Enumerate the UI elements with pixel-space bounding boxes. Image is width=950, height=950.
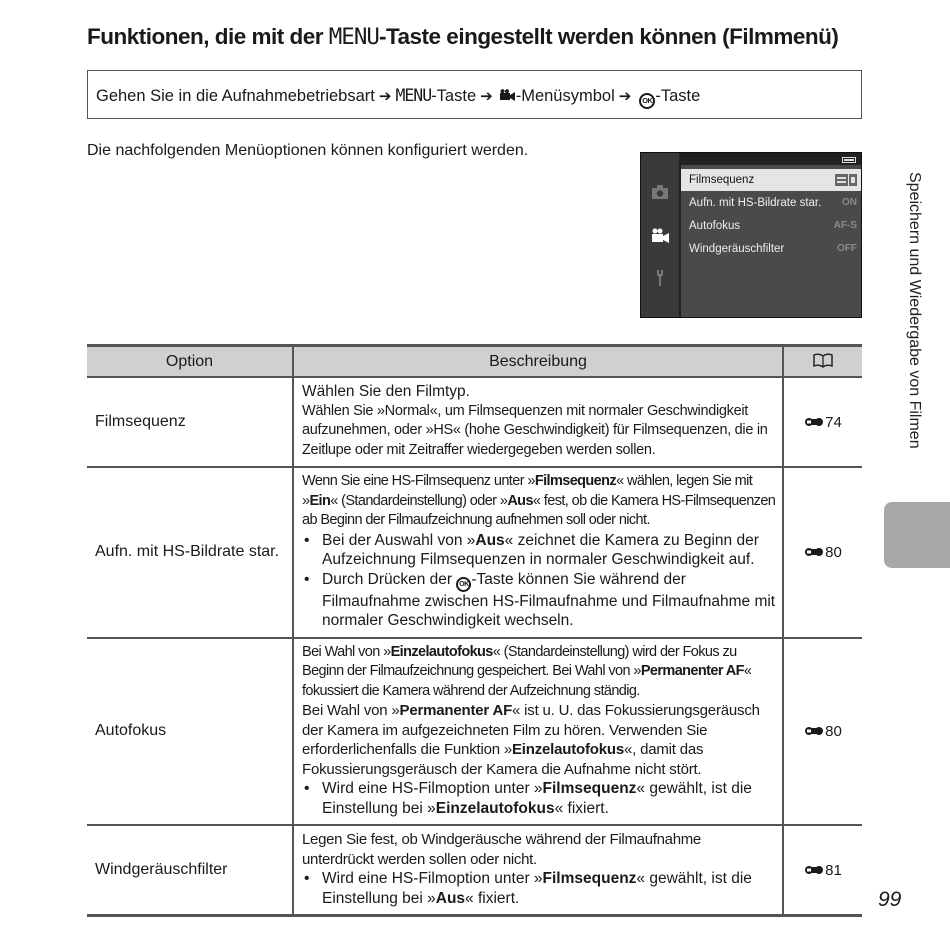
- column-header-reference: [783, 346, 862, 378]
- column-header-option: Option: [87, 346, 293, 378]
- movie-icon: [499, 89, 516, 102]
- battery-icon: [842, 157, 856, 163]
- camera-menu-item-hs: Aufn. mit HS-Bildrate star. ON: [689, 197, 857, 209]
- movie-option-icon: [835, 173, 857, 187]
- table-row: [87, 467, 862, 638]
- table-row: [87, 638, 862, 826]
- option-name: Filmsequenz: [87, 377, 293, 467]
- book-icon: [812, 353, 834, 368]
- camera-menu-item-autofokus: Autofokus AF-S: [689, 220, 857, 232]
- reference-page-icon: [804, 547, 824, 557]
- camera-menu-item-wind: Windgeräuschfilter OFF: [689, 243, 857, 255]
- navigation-path: Gehen Sie in die Aufnahmebetriebsart ➔ MENU-Taste ➔ -Menüsymbol ➔ OK -Taste: [87, 70, 862, 119]
- ok-button-icon: OK: [456, 577, 471, 592]
- reference-cell: 74: [783, 377, 862, 467]
- option-name: Autofokus: [87, 638, 293, 826]
- reference-page-icon: [804, 417, 824, 427]
- option-description: Wenn Sie eine HS-Filmsequenz unter »Filmsequenz« wählen, legen Sie mit »Ein« (Standardeinstellung) oder »Aus« fest, ob die Kamera HS-Filmsequenzen ab Beginn der Filmaufzeichnung aufnehmen soll oder nicht. • Bei der Auswahl von »Aus« zeichnet die Kamera zu Beginn der Aufzeichnung Filmsequenzen in normaler Geschwindigkeit auf. • Durch Drücken der OK -Taste können Sie während der Filmaufnahme zwischen HS-Filmaufnahme und Filmaufnahme mit normaler Geschwindigkeit wechseln.: [293, 467, 783, 638]
- table-header-row: [87, 346, 862, 378]
- table-row: [87, 825, 862, 916]
- option-description: Wählen Sie den Filmtyp. Wählen Sie »Normal«, um Filmsequenzen mit normaler Geschwindigkeit aufzunehmen, oder »HS« (hohe Geschwindigkeit) für Filmsequenzen, die in Zeitlupe oder mit Zeitraffer wiedergegeben werden sollen.: [293, 377, 783, 467]
- section-side-label: Speichern und Wiedergabe von Filmen: [906, 172, 923, 449]
- table-row: [87, 377, 862, 467]
- wrench-icon: [650, 269, 670, 287]
- menu-button-label: MENU: [395, 86, 432, 105]
- option-description: Legen Sie fest, ob Windgeräusche während der Filmaufnahme unterdrückt werden sollen oder nicht. • Wird eine HS-Filmoption unter »Filmsequenz« gewählt, ist die Einstellung bei »Aus« fixiert.: [293, 825, 783, 916]
- reference-cell: 80: [783, 467, 862, 638]
- option-name: Aufn. mit HS-Bildrate star.: [87, 467, 293, 638]
- options-table: [87, 344, 862, 917]
- option-description: Bei Wahl von »Einzelautofokus« (Standardeinstellung) wird der Fokus zu Beginn der Filmaufzeichnung gespeichert. Bei Wahl von »Permanenter AF« fokussiert die Kamera während der Aufzeichnung ständig. Bei Wahl von »Permanenter AF« ist u. U. das Fokussierungsgeräusch der Kamera im aufgezeichneten Film zu hören. Verwenden Sie erforderlichenfalls die Funktion »Einzelautofokus«, damit das Fokussierungsgeräusch der Kamera die Aufnahme nicht stört. • Wird eine HS-Filmoption unter »Filmsequenz« gewählt, ist die Einstellung bei »Einzelautofokus« fixiert.: [293, 638, 783, 826]
- column-header-description: Beschreibung: [293, 346, 783, 378]
- page-number: 99: [878, 888, 902, 911]
- camera-menu-sidebar: [641, 153, 679, 317]
- option-name: Windgeräuschfilter: [87, 825, 293, 916]
- reference-cell: 80: [783, 638, 862, 826]
- page-title: Funktionen, die mit der MENU-Taste eingestellt werden können (Filmmenü): [87, 24, 839, 50]
- reference-page-icon: [804, 726, 824, 736]
- menu-button-label: MENU: [328, 24, 379, 50]
- camera-menu-screen: [640, 152, 862, 318]
- camera-menu-list: [681, 165, 861, 317]
- ok-button-icon: OK: [639, 93, 655, 109]
- arrow-right-icon: ➔: [378, 88, 392, 105]
- section-tab: [884, 502, 950, 568]
- reference-cell: 81: [783, 825, 862, 916]
- reference-page-icon: [804, 865, 824, 875]
- arrow-right-icon: ➔: [480, 88, 493, 105]
- camera-menu-item-filmsequenz: Filmsequenz: [681, 169, 861, 191]
- arrow-right-icon: ➔: [618, 88, 632, 105]
- intro-text: Die nachfolgenden Menüoptionen können konfiguriert werden.: [87, 142, 529, 159]
- movie-icon: [650, 227, 670, 245]
- camera-icon: [650, 183, 670, 201]
